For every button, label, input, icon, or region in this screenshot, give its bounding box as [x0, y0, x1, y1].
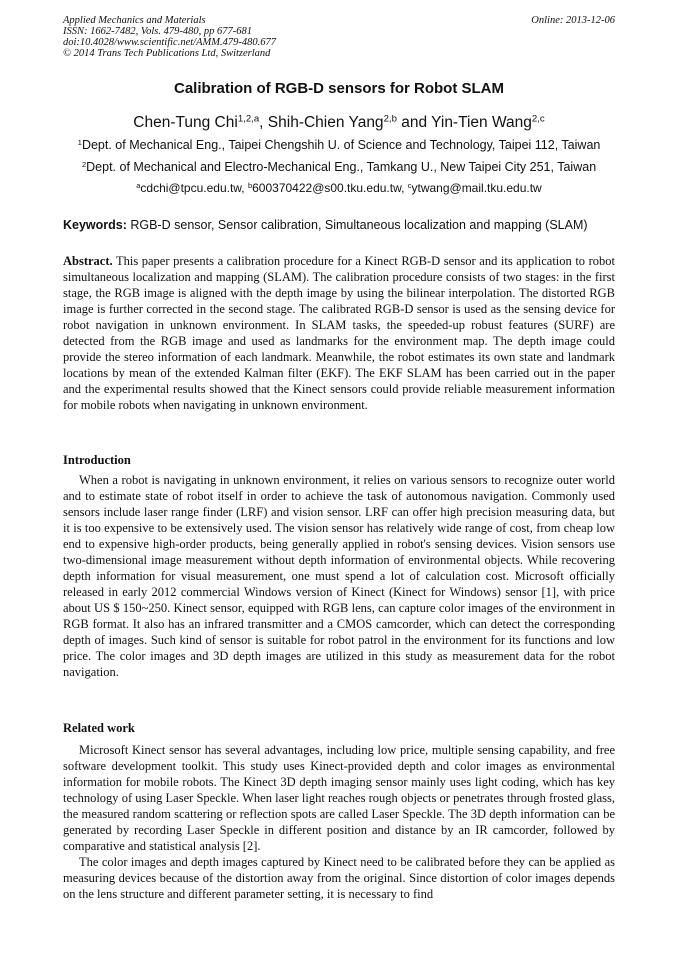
author-separator: ,: [259, 114, 268, 131]
author-superscript: 1,2,a: [237, 113, 260, 125]
keywords-label: Keywords:: [63, 218, 127, 232]
doi: doi:10.4028/www.scientific.net/AMM.479-480.677: [63, 37, 276, 48]
keywords-text: RGB-D sensor, Sensor calibration, Simultaneous localization and mapping (SLAM): [126, 218, 588, 232]
affiliation-text: Dept. of Mechanical Eng., Taipei Chengshih U. of Science and Technology, Taipei 112, Taiwan: [81, 138, 601, 152]
affiliation-marker: 2: [81, 159, 87, 169]
abstract-text: This paper presents a calibration procedure for a Kinect RGB-D sensor and its application to robot simultaneous localization and mapping (SLAM). The calibration procedure consists of two stages: in the first stage, the RGB image is aligned with the depth image by using the bilinear interpolation. The distorted RGB image is further corrected in the second stage. The calibrated RGB-D sensor is used as the sensing device for robot navigation in unknown environment. In SLAM tasks, the speeded-up robust features (SURF) are detected from the RGB image and used as landmarks for the environment map. The depth image could provide the stereo information of each landmark. Meanwhile, the robot estimates its own state and landmark locations by mean of the extended Kalman filter (EKF). The EKF SLAM has been carried out in the paper and the experimental results showed that the Kinect sensors could provide reliable measurement information for mobile robots when navigating in unknown environment.: [63, 254, 615, 412]
introduction-heading: Introduction: [63, 453, 131, 467]
author-superscript: 2,b: [383, 113, 397, 125]
paragraph: The color images and depth images captured by Kinect need to be calibrated before they can be applied as measuring devices because of the distortion away from the original. Since distortion of color images depends on the lens structure and different parameter setting, it is necessary to find: [63, 855, 615, 901]
author-name: Yin-Tien Wang: [431, 114, 532, 131]
email-text: cdchi@tpcu.edu.tw,: [140, 181, 248, 195]
paper-title: Calibration of RGB-D sensors for Robot SLAM: [174, 80, 504, 97]
affiliation-2: [0, 160, 678, 174]
abstract: [63, 253, 615, 413]
paragraph: Microsoft Kinect sensor has several advantages, including low price, multiple sensing capability, and free software development toolkit. This study uses Kinect-provided depth and color images as environmental information for mobile robots. The Kinect 3D depth imaging sensor mainly uses light coding, which has key technology of using Laser Speckle. When laser light reaches rough objects or penetrates through frosted glass, the measured random scattering or reflection spots are called Laser Speckle. The 3D depth information can be generated by recording Laser Speckle in different position and distance by an IR camcorder, followed by comparative and statistical analysis [2].: [63, 743, 615, 853]
author-list: [0, 114, 678, 132]
author-name: Chen-Tung Chi: [133, 114, 238, 131]
related-work-body: [63, 742, 615, 902]
author-superscript: 2,c: [531, 113, 545, 125]
copyright: © 2014 Trans Tech Publications Ltd, Switzerland: [63, 48, 271, 59]
author-separator: and: [396, 114, 432, 131]
journal-name: Applied Mechanics and Materials: [63, 15, 206, 26]
online-date: Online: 2013-12-06: [531, 15, 615, 26]
related-work-heading: Related work: [63, 721, 135, 735]
affiliation-text: Dept. of Mechanical and Electro-Mechanical Eng., Tamkang U., New Taipei City 251, Taiwan: [86, 160, 597, 174]
author-emails: [0, 181, 678, 195]
email-text: 600370422@s00.tku.edu.tw,: [252, 181, 408, 195]
author-name: Shih-Chien Yang: [267, 114, 384, 131]
journal-header: [63, 15, 615, 59]
keywords: [63, 218, 615, 232]
introduction-body: [63, 472, 615, 680]
abstract-label: Abstract.: [63, 254, 113, 268]
affiliation-marker: 1: [77, 137, 82, 147]
email-text: ytwang@mail.tku.edu.tw: [411, 181, 542, 195]
issn: ISSN: 1662-7482, Vols. 479-480, pp 677-681: [63, 26, 252, 37]
affiliation-1: [0, 138, 678, 152]
email-marker: b: [247, 180, 253, 190]
paragraph: When a robot is navigating in unknown environment, it relies on various sensors to recognize outer world and to estimate state of robot itself in order to achieve the task of autonomous navigation. Commonly used sensors include laser range finder (LRF) and vision sensor. LRF can offer high precision measuring data, but it is too expensive to be extensively used. The vision sensor has relatively wide range of cost, from cheap low end to expensive high-order products, being generally applied in robot's sensing devices. Vision sensors use two-dimensional image measurement without depth information of environmental objects. While recovering depth information for visual measurement, one must spend a lot of calculation cost. Microsoft officially released in early 2012 commercial Windows version of Kinect (Kinect for Windows) sensor [1], with price about US $ 150~250. Kinect sensor, equipped with RGB lens, can capture color images of the environment in RGB format. It also has an infrared transmitter and a CMOS camcorder, which can detect the corresponding depth of images. Such kind of sensor is suitable for robot patrol in the environment for its functions and low price. The color images and 3D depth images are utilized in this study as measurement data for the robot navigation.: [63, 473, 615, 679]
email-marker: c: [407, 180, 412, 190]
email-marker: a: [136, 180, 141, 190]
